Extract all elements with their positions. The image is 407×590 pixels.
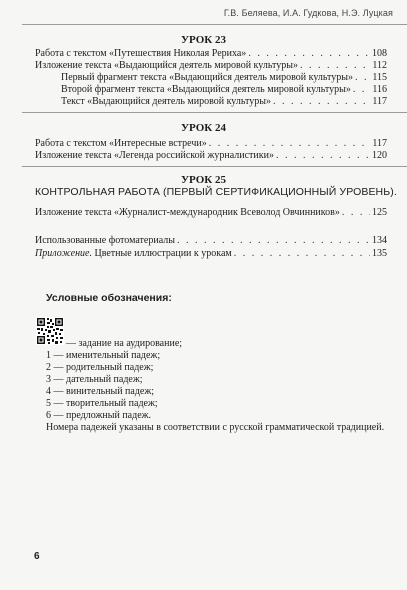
case-item: 3 — дательный падеж; xyxy=(46,374,143,385)
leader-dots xyxy=(300,60,370,72)
toc-entry-page: 117 xyxy=(372,138,387,149)
lesson-25-title: УРОК 25 xyxy=(180,174,226,186)
legend-title: Условные обозначения: xyxy=(46,292,172,304)
toc-entry xyxy=(35,248,387,260)
leader-dots xyxy=(342,207,370,219)
toc-entry-title: Изложение текста «Выдающийся деятель мировой культуры» xyxy=(35,60,298,71)
case-note: Номера падежей указаны в соответствии с русской грамматической традицией. xyxy=(46,422,385,433)
leader-dots xyxy=(234,248,370,260)
toc-entry xyxy=(61,72,387,84)
toc-entry-title: Первый фрагмент текста «Выдающийся деятель мировой культуры» xyxy=(61,72,354,83)
lesson-24-title: УРОК 24 xyxy=(180,122,226,134)
case-item: 5 — творительный падеж; xyxy=(46,398,158,409)
qr-description: — задание на аудирование; xyxy=(66,338,183,349)
toc-entry-page: 120 xyxy=(372,150,387,161)
toc-entry xyxy=(35,60,387,72)
case-item: 6 — предложный падеж. xyxy=(46,410,152,421)
appendix-text: Цветные иллюстрации к урокам xyxy=(91,248,232,259)
toc-entry-page: 112 xyxy=(372,60,387,71)
leader-dots xyxy=(355,72,370,84)
toc-entry xyxy=(35,48,387,60)
toc-entry-page: 116 xyxy=(372,84,387,95)
toc-entry-page: 134 xyxy=(372,235,387,246)
leader-dots xyxy=(248,48,370,60)
toc-entry-title: Использованные фотоматериалы xyxy=(35,235,175,246)
toc-entry-page: 117 xyxy=(372,96,387,107)
page-number: 6 xyxy=(34,551,40,562)
toc-entry xyxy=(35,138,387,150)
toc-entry xyxy=(35,235,387,247)
lesson-23-title: УРОК 23 xyxy=(180,34,226,46)
toc-entry xyxy=(35,150,387,162)
control-work-title: КОНТРОЛЬНАЯ РАБОТА (ПЕРВЫЙ СЕРТИФИКАЦИОННЫЙ УРОВЕНЬ). xyxy=(35,186,397,198)
toc-entry xyxy=(61,84,387,96)
toc-entry-title: Второй фрагмент текста «Выдающийся деятель мировой культуры» xyxy=(61,84,351,95)
header-rule xyxy=(22,24,407,25)
appendix-label: Приложение. xyxy=(35,248,92,259)
toc-entry xyxy=(61,96,387,108)
toc-entry-page: 115 xyxy=(372,72,387,83)
toc-entry-title xyxy=(35,248,232,260)
leader-dots xyxy=(276,150,370,162)
toc-entry-title: Изложение текста «Журналист-международник Всеволод Овчинников» xyxy=(35,207,340,218)
toc-entry-page: 125 xyxy=(372,207,387,218)
case-item: 2 — родительный падеж; xyxy=(46,362,154,373)
section-rule xyxy=(22,166,407,167)
case-item: 1 — именительный падеж; xyxy=(46,350,161,361)
toc-entry-title: Работа с текстом «Интересные встречи» xyxy=(35,138,207,149)
leader-dots xyxy=(209,138,371,150)
toc-entry-title: Работа с текстом «Путешествия Николая Рериха» xyxy=(35,48,247,59)
toc-entry-page: 108 xyxy=(372,48,387,59)
leader-dots xyxy=(273,96,370,108)
leader-dots xyxy=(177,235,370,247)
toc-entry-page: 135 xyxy=(372,248,387,259)
case-item: 4 — винительный падеж; xyxy=(46,386,155,397)
toc-entry-title: Текст «Выдающийся деятель мировой культуры» xyxy=(61,96,271,107)
toc-entry xyxy=(35,207,387,219)
running-header: Г.В. Беляева, И.А. Гудкова, Н.Э. Луцкая xyxy=(223,8,393,18)
leader-dots xyxy=(353,84,371,96)
section-rule xyxy=(22,112,407,113)
qr-code-icon xyxy=(36,317,64,345)
toc-entry-title: Изложение текста «Легенда российской журналистики» xyxy=(35,150,274,161)
